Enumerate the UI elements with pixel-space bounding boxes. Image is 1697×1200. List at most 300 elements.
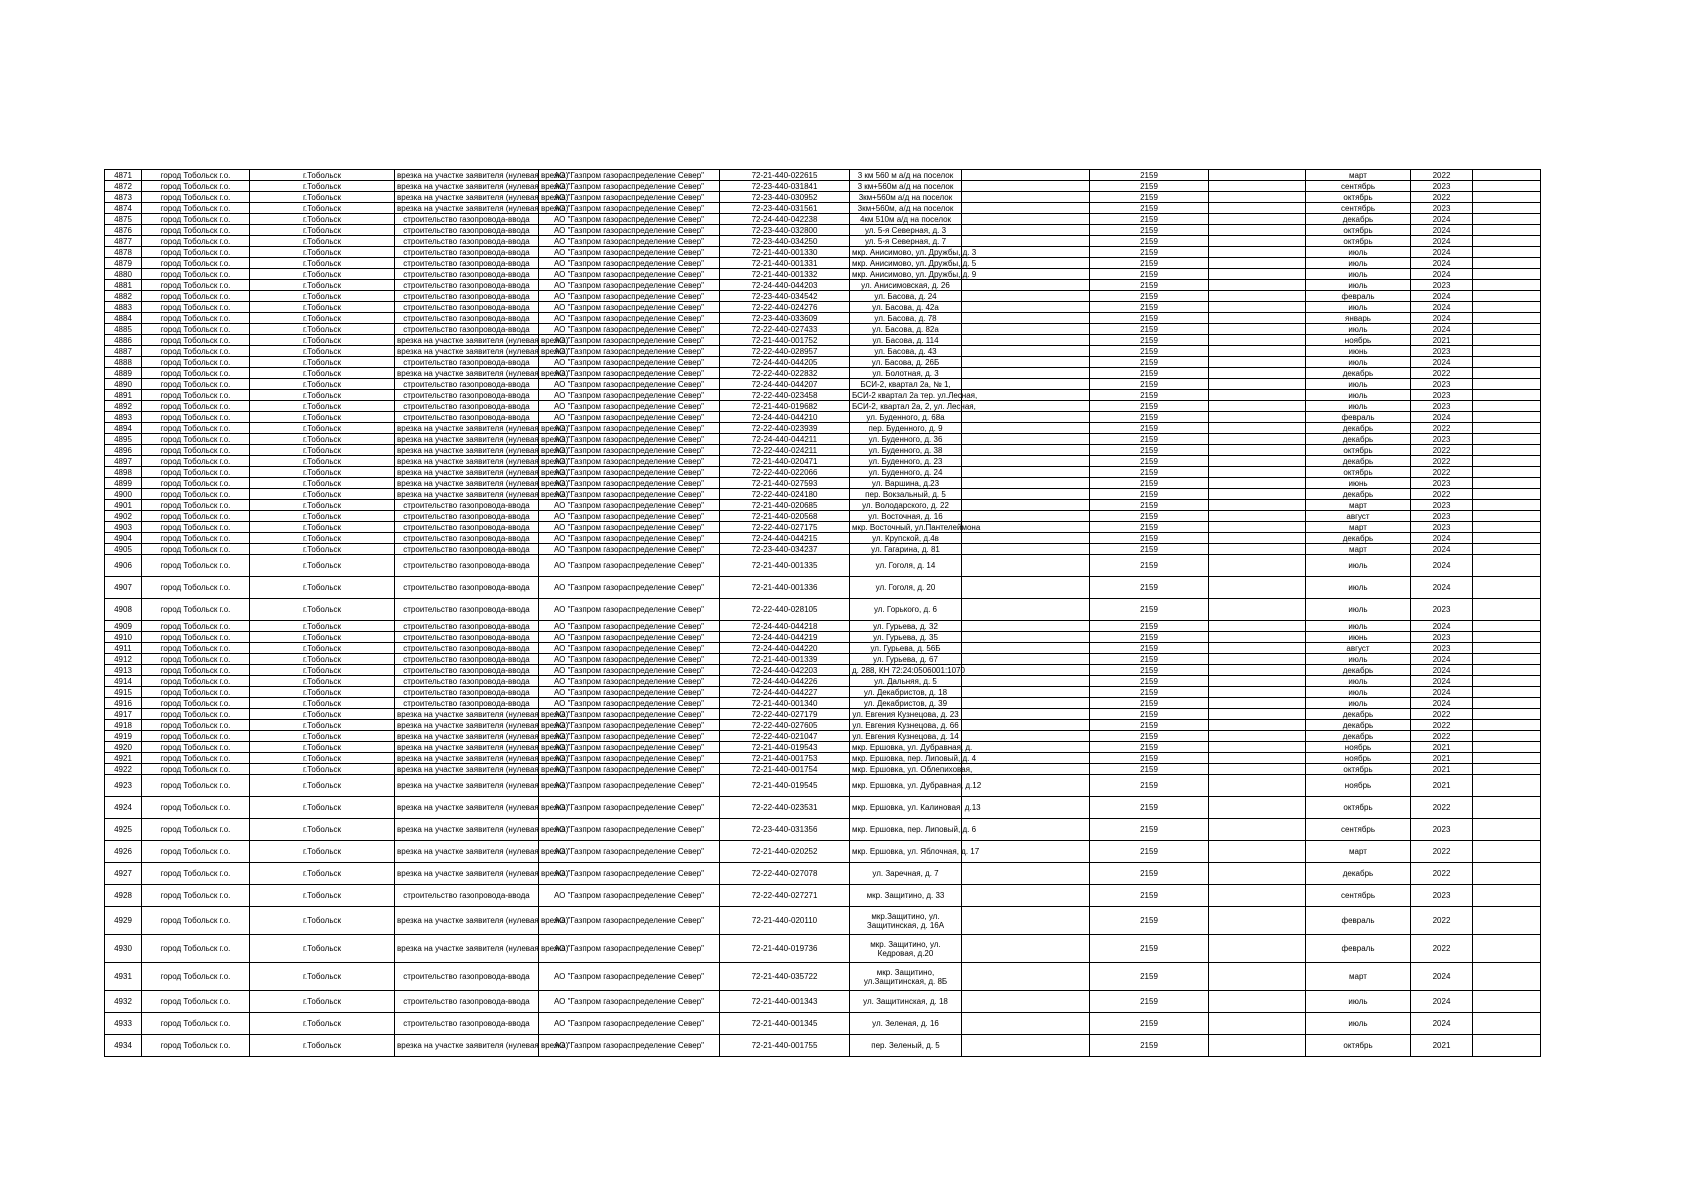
empty-cell bbox=[1209, 170, 1306, 181]
city-cell: г.Тобольск bbox=[250, 863, 395, 885]
empty-cell bbox=[1473, 643, 1541, 654]
row-number: 4900 bbox=[105, 489, 142, 500]
month-cell: июль bbox=[1306, 1013, 1411, 1035]
city-cell: г.Тобольск bbox=[250, 991, 395, 1013]
municipality-cell: город Тобольск г.о. bbox=[142, 357, 250, 368]
row-number: 4887 bbox=[105, 346, 142, 357]
table-row bbox=[105, 544, 1541, 555]
municipality-cell: город Тобольск г.о. bbox=[142, 599, 250, 621]
organization-cell: АО "Газпром газораспределение Север" bbox=[539, 698, 720, 709]
number-cell: 2159 bbox=[1090, 368, 1209, 379]
row-number: 4921 bbox=[105, 753, 142, 764]
application-code-cell: 72-21-440-001332 bbox=[720, 269, 850, 280]
empty-cell bbox=[962, 434, 1090, 445]
year-cell: 2022 bbox=[1411, 863, 1473, 885]
application-code-cell: 72-22-440-028957 bbox=[720, 346, 850, 357]
table-row bbox=[105, 247, 1541, 258]
number-cell: 2159 bbox=[1090, 170, 1209, 181]
application-code-cell: 72-21-440-019543 bbox=[720, 742, 850, 753]
application-code-cell: 72-21-440-020110 bbox=[720, 907, 850, 935]
municipality-cell: город Тобольск г.о. bbox=[142, 368, 250, 379]
month-cell: март bbox=[1306, 963, 1411, 991]
number-cell: 2159 bbox=[1090, 280, 1209, 291]
empty-cell bbox=[1209, 324, 1306, 335]
work-type-cell: строительство газопровода-ввода bbox=[395, 401, 539, 412]
application-code-cell: 72-22-440-027433 bbox=[720, 324, 850, 335]
organization-cell: АО "Газпром газораспределение Север" bbox=[539, 775, 720, 797]
work-type-cell: врезка на участке заявителя (нулевая врезка) bbox=[395, 368, 539, 379]
table-row bbox=[105, 665, 1541, 676]
address-cell: ул. Варшина, д.23 bbox=[850, 478, 962, 489]
application-code-cell: 72-23-440-031841 bbox=[720, 181, 850, 192]
organization-cell: АО "Газпром газораспределение Север" bbox=[539, 963, 720, 991]
table-body bbox=[105, 170, 1541, 1057]
row-number: 4885 bbox=[105, 324, 142, 335]
table-row bbox=[105, 764, 1541, 775]
month-cell: декабрь bbox=[1306, 489, 1411, 500]
organization-cell: АО "Газпром газораспределение Север" bbox=[539, 764, 720, 775]
organization-cell: АО "Газпром газораспределение Север" bbox=[539, 368, 720, 379]
empty-cell bbox=[1209, 247, 1306, 258]
year-cell: 2023 bbox=[1411, 181, 1473, 192]
application-code-cell: 72-22-440-024276 bbox=[720, 302, 850, 313]
table-row bbox=[105, 423, 1541, 434]
row-number: 4884 bbox=[105, 313, 142, 324]
organization-cell: АО "Газпром газораспределение Север" bbox=[539, 643, 720, 654]
address-cell: 3км+560м а/д на поселок bbox=[850, 192, 962, 203]
work-type-cell: врезка на участке заявителя (нулевая врезка) bbox=[395, 478, 539, 489]
row-number: 4918 bbox=[105, 720, 142, 731]
table-row bbox=[105, 991, 1541, 1013]
empty-cell bbox=[1473, 698, 1541, 709]
empty-cell bbox=[1473, 991, 1541, 1013]
municipality-cell: город Тобольск г.о. bbox=[142, 709, 250, 720]
empty-cell bbox=[1209, 991, 1306, 1013]
address-cell: ул. Володарского, д. 22 bbox=[850, 500, 962, 511]
application-code-cell: 72-24-440-042238 bbox=[720, 214, 850, 225]
city-cell: г.Тобольск bbox=[250, 324, 395, 335]
empty-cell bbox=[1209, 599, 1306, 621]
number-cell: 2159 bbox=[1090, 203, 1209, 214]
empty-cell bbox=[1209, 192, 1306, 203]
row-number: 4891 bbox=[105, 390, 142, 401]
table-row bbox=[105, 357, 1541, 368]
empty-cell bbox=[1209, 401, 1306, 412]
city-cell: г.Тобольск bbox=[250, 698, 395, 709]
empty-cell bbox=[1473, 368, 1541, 379]
application-code-cell: 72-21-440-001340 bbox=[720, 698, 850, 709]
municipality-cell: город Тобольск г.о. bbox=[142, 214, 250, 225]
organization-cell: АО "Газпром газораспределение Север" bbox=[539, 302, 720, 313]
city-cell: г.Тобольск bbox=[250, 478, 395, 489]
empty-cell bbox=[1209, 423, 1306, 434]
empty-cell bbox=[962, 324, 1090, 335]
organization-cell: АО "Газпром газораспределение Север" bbox=[539, 709, 720, 720]
row-number: 4886 bbox=[105, 335, 142, 346]
municipality-cell: город Тобольск г.о. bbox=[142, 863, 250, 885]
number-cell: 2159 bbox=[1090, 181, 1209, 192]
address-cell: 3 км 560 м а/д на поселок bbox=[850, 170, 962, 181]
empty-cell bbox=[962, 621, 1090, 632]
empty-cell bbox=[1209, 1035, 1306, 1057]
year-cell: 2021 bbox=[1411, 764, 1473, 775]
number-cell: 2159 bbox=[1090, 258, 1209, 269]
number-cell: 2159 bbox=[1090, 357, 1209, 368]
empty-cell bbox=[1209, 313, 1306, 324]
empty-cell bbox=[1209, 963, 1306, 991]
municipality-cell: город Тобольск г.о. bbox=[142, 456, 250, 467]
row-number: 4889 bbox=[105, 368, 142, 379]
row-number: 4930 bbox=[105, 935, 142, 963]
month-cell: июнь bbox=[1306, 346, 1411, 357]
table-row bbox=[105, 445, 1541, 456]
organization-cell: АО "Газпром газораспределение Север" bbox=[539, 935, 720, 963]
table-row bbox=[105, 500, 1541, 511]
organization-cell: АО "Газпром газораспределение Север" bbox=[539, 863, 720, 885]
address-cell: мкр. Ершовка, пер. Липовый, д. 4 bbox=[850, 753, 962, 764]
number-cell: 2159 bbox=[1090, 456, 1209, 467]
organization-cell: АО "Газпром газораспределение Север" bbox=[539, 203, 720, 214]
empty-cell bbox=[962, 665, 1090, 676]
municipality-cell: город Тобольск г.о. bbox=[142, 643, 250, 654]
application-code-cell: 72-21-440-020252 bbox=[720, 841, 850, 863]
city-cell: г.Тобольск bbox=[250, 335, 395, 346]
organization-cell: АО "Газпром газораспределение Север" bbox=[539, 467, 720, 478]
empty-cell bbox=[962, 500, 1090, 511]
work-type-cell: строительство газопровода-ввода bbox=[395, 698, 539, 709]
work-type-cell: строительство газопровода-ввода bbox=[395, 511, 539, 522]
organization-cell: АО "Газпром газораспределение Север" bbox=[539, 665, 720, 676]
empty-cell bbox=[1209, 225, 1306, 236]
year-cell: 2023 bbox=[1411, 280, 1473, 291]
row-number: 4916 bbox=[105, 698, 142, 709]
number-cell: 2159 bbox=[1090, 819, 1209, 841]
municipality-cell: город Тобольск г.о. bbox=[142, 379, 250, 390]
empty-cell bbox=[962, 357, 1090, 368]
city-cell: г.Тобольск bbox=[250, 214, 395, 225]
municipality-cell: город Тобольск г.о. bbox=[142, 764, 250, 775]
empty-cell bbox=[1473, 258, 1541, 269]
empty-cell bbox=[962, 302, 1090, 313]
organization-cell: АО "Газпром газораспределение Север" bbox=[539, 533, 720, 544]
organization-cell: АО "Газпром газораспределение Север" bbox=[539, 907, 720, 935]
year-cell: 2024 bbox=[1411, 269, 1473, 280]
application-code-cell: 72-21-440-020471 bbox=[720, 456, 850, 467]
empty-cell bbox=[962, 935, 1090, 963]
number-cell: 2159 bbox=[1090, 720, 1209, 731]
municipality-cell: город Тобольск г.о. bbox=[142, 1013, 250, 1035]
city-cell: г.Тобольск bbox=[250, 434, 395, 445]
table-row bbox=[105, 346, 1541, 357]
municipality-cell: город Тобольск г.о. bbox=[142, 621, 250, 632]
address-cell: ул. Декабристов, д. 39 bbox=[850, 698, 962, 709]
application-code-cell: 72-24-440-044215 bbox=[720, 533, 850, 544]
city-cell: г.Тобольск bbox=[250, 621, 395, 632]
table-row bbox=[105, 775, 1541, 797]
empty-cell bbox=[962, 170, 1090, 181]
work-type-cell: врезка на участке заявителя (нулевая врезка) bbox=[395, 907, 539, 935]
empty-cell bbox=[1209, 819, 1306, 841]
number-cell: 2159 bbox=[1090, 643, 1209, 654]
row-number: 4875 bbox=[105, 214, 142, 225]
city-cell: г.Тобольск bbox=[250, 753, 395, 764]
address-cell: ул. Буденного, д. 23 bbox=[850, 456, 962, 467]
work-type-cell: врезка на участке заявителя (нулевая врезка) bbox=[395, 709, 539, 720]
address-cell: ул. 5-я Северная, д. 7 bbox=[850, 236, 962, 247]
empty-cell bbox=[1209, 390, 1306, 401]
address-cell: БСИ-2, квартал 2а, 2, ул. Лесная, bbox=[850, 401, 962, 412]
city-cell: г.Тобольск bbox=[250, 742, 395, 753]
empty-cell bbox=[1473, 357, 1541, 368]
year-cell: 2024 bbox=[1411, 324, 1473, 335]
year-cell: 2024 bbox=[1411, 533, 1473, 544]
address-cell: мкр. Ершовка, ул. Дубравная, д. bbox=[850, 742, 962, 753]
row-number: 4924 bbox=[105, 797, 142, 819]
table-row bbox=[105, 621, 1541, 632]
table-row bbox=[105, 654, 1541, 665]
organization-cell: АО "Газпром газораспределение Север" bbox=[539, 841, 720, 863]
empty-cell bbox=[962, 291, 1090, 302]
month-cell: февраль bbox=[1306, 412, 1411, 423]
table-row bbox=[105, 533, 1541, 544]
municipality-cell: город Тобольск г.о. bbox=[142, 423, 250, 434]
organization-cell: АО "Газпром газораспределение Север" bbox=[539, 687, 720, 698]
work-type-cell: строительство газопровода-ввода bbox=[395, 269, 539, 280]
city-cell: г.Тобольск bbox=[250, 731, 395, 742]
table-row bbox=[105, 819, 1541, 841]
organization-cell: АО "Газпром газораспределение Север" bbox=[539, 1013, 720, 1035]
work-type-cell: строительство газопровода-ввода bbox=[395, 963, 539, 991]
number-cell: 2159 bbox=[1090, 621, 1209, 632]
city-cell: г.Тобольск bbox=[250, 500, 395, 511]
row-number: 4892 bbox=[105, 401, 142, 412]
month-cell: июль bbox=[1306, 390, 1411, 401]
row-number: 4932 bbox=[105, 991, 142, 1013]
table-row bbox=[105, 643, 1541, 654]
year-cell: 2024 bbox=[1411, 412, 1473, 423]
application-code-cell: 72-23-440-034250 bbox=[720, 236, 850, 247]
organization-cell: АО "Газпром газораспределение Север" bbox=[539, 225, 720, 236]
month-cell: октябрь bbox=[1306, 225, 1411, 236]
application-code-cell: 72-22-440-022832 bbox=[720, 368, 850, 379]
city-cell: г.Тобольск bbox=[250, 423, 395, 434]
empty-cell bbox=[1209, 181, 1306, 192]
city-cell: г.Тобольск bbox=[250, 203, 395, 214]
table-row bbox=[105, 412, 1541, 423]
application-code-cell: 72-24-440-044220 bbox=[720, 643, 850, 654]
city-cell: г.Тобольск bbox=[250, 963, 395, 991]
city-cell: г.Тобольск bbox=[250, 841, 395, 863]
empty-cell bbox=[1209, 335, 1306, 346]
city-cell: г.Тобольск bbox=[250, 676, 395, 687]
row-number: 4881 bbox=[105, 280, 142, 291]
month-cell: сентябрь bbox=[1306, 885, 1411, 907]
year-cell: 2022 bbox=[1411, 709, 1473, 720]
empty-cell bbox=[1473, 676, 1541, 687]
application-code-cell: 72-23-440-030952 bbox=[720, 192, 850, 203]
row-number: 4934 bbox=[105, 1035, 142, 1057]
empty-cell bbox=[962, 203, 1090, 214]
month-cell: октябрь bbox=[1306, 467, 1411, 478]
application-code-cell: 72-24-440-044218 bbox=[720, 621, 850, 632]
month-cell: июль bbox=[1306, 247, 1411, 258]
work-type-cell: строительство газопровода-ввода bbox=[395, 379, 539, 390]
row-number: 4876 bbox=[105, 225, 142, 236]
empty-cell bbox=[1209, 1013, 1306, 1035]
month-cell: июль bbox=[1306, 555, 1411, 577]
municipality-cell: город Тобольск г.о. bbox=[142, 445, 250, 456]
row-number: 4925 bbox=[105, 819, 142, 841]
organization-cell: АО "Газпром газораспределение Север" bbox=[539, 247, 720, 258]
organization-cell: АО "Газпром газораспределение Север" bbox=[539, 720, 720, 731]
application-code-cell: 72-21-440-001345 bbox=[720, 1013, 850, 1035]
application-code-cell: 72-21-440-001339 bbox=[720, 654, 850, 665]
city-cell: г.Тобольск bbox=[250, 819, 395, 841]
address-cell: ул. Дальняя, д. 5 bbox=[850, 676, 962, 687]
month-cell: декабрь bbox=[1306, 863, 1411, 885]
work-type-cell: строительство газопровода-ввода bbox=[395, 654, 539, 665]
empty-cell bbox=[1209, 500, 1306, 511]
city-cell: г.Тобольск bbox=[250, 445, 395, 456]
table-row bbox=[105, 203, 1541, 214]
empty-cell bbox=[1473, 709, 1541, 720]
table-row bbox=[105, 577, 1541, 599]
year-cell: 2024 bbox=[1411, 687, 1473, 698]
year-cell: 2024 bbox=[1411, 963, 1473, 991]
address-cell: ул. 5-я Северная, д. 3 bbox=[850, 225, 962, 236]
empty-cell bbox=[1209, 841, 1306, 863]
work-type-cell: строительство газопровода-ввода bbox=[395, 302, 539, 313]
empty-cell bbox=[1473, 280, 1541, 291]
empty-cell bbox=[1209, 346, 1306, 357]
address-cell: мкр.Защитино, ул. Защитинская, д. 16А bbox=[850, 907, 962, 935]
row-number: 4931 bbox=[105, 963, 142, 991]
city-cell: г.Тобольск bbox=[250, 775, 395, 797]
month-cell: сентябрь bbox=[1306, 203, 1411, 214]
municipality-cell: город Тобольск г.о. bbox=[142, 346, 250, 357]
empty-cell bbox=[1209, 412, 1306, 423]
organization-cell: АО "Газпром газораспределение Север" bbox=[539, 379, 720, 390]
year-cell: 2023 bbox=[1411, 390, 1473, 401]
municipality-cell: город Тобольск г.о. bbox=[142, 511, 250, 522]
address-cell: ул. Евгения Кузнецова, д. 66 bbox=[850, 720, 962, 731]
row-number: 4878 bbox=[105, 247, 142, 258]
city-cell: г.Тобольск bbox=[250, 522, 395, 533]
municipality-cell: город Тобольск г.о. bbox=[142, 742, 250, 753]
row-number: 4877 bbox=[105, 236, 142, 247]
empty-cell bbox=[1473, 335, 1541, 346]
application-code-cell: 72-21-440-001755 bbox=[720, 1035, 850, 1057]
year-cell: 2024 bbox=[1411, 676, 1473, 687]
month-cell: сентябрь bbox=[1306, 181, 1411, 192]
year-cell: 2022 bbox=[1411, 368, 1473, 379]
year-cell: 2024 bbox=[1411, 621, 1473, 632]
organization-cell: АО "Газпром газораспределение Север" bbox=[539, 280, 720, 291]
number-cell: 2159 bbox=[1090, 885, 1209, 907]
month-cell: декабрь bbox=[1306, 533, 1411, 544]
row-number: 4920 bbox=[105, 742, 142, 753]
organization-cell: АО "Газпром газораспределение Север" bbox=[539, 192, 720, 203]
empty-cell bbox=[1473, 236, 1541, 247]
empty-cell bbox=[962, 522, 1090, 533]
table-row bbox=[105, 731, 1541, 742]
work-type-cell: строительство газопровода-ввода bbox=[395, 247, 539, 258]
row-number: 4917 bbox=[105, 709, 142, 720]
municipality-cell: город Тобольск г.о. bbox=[142, 797, 250, 819]
month-cell: октябрь bbox=[1306, 236, 1411, 247]
address-cell: ул. Буденного, д. 68а bbox=[850, 412, 962, 423]
city-cell: г.Тобольск bbox=[250, 885, 395, 907]
month-cell: декабрь bbox=[1306, 456, 1411, 467]
month-cell: июль bbox=[1306, 991, 1411, 1013]
empty-cell bbox=[962, 676, 1090, 687]
application-code-cell: 72-23-440-034237 bbox=[720, 544, 850, 555]
work-type-cell: врезка на участке заявителя (нулевая врезка) bbox=[395, 346, 539, 357]
number-cell: 2159 bbox=[1090, 390, 1209, 401]
table-row bbox=[105, 555, 1541, 577]
year-cell: 2023 bbox=[1411, 500, 1473, 511]
row-number: 4912 bbox=[105, 654, 142, 665]
number-cell: 2159 bbox=[1090, 935, 1209, 963]
organization-cell: АО "Газпром газораспределение Север" bbox=[539, 1035, 720, 1057]
month-cell: март bbox=[1306, 522, 1411, 533]
row-number: 4911 bbox=[105, 643, 142, 654]
organization-cell: АО "Газпром газораспределение Север" bbox=[539, 170, 720, 181]
empty-cell bbox=[962, 368, 1090, 379]
table-row bbox=[105, 742, 1541, 753]
empty-cell bbox=[1473, 478, 1541, 489]
municipality-cell: город Тобольск г.о. bbox=[142, 313, 250, 324]
number-cell: 2159 bbox=[1090, 489, 1209, 500]
empty-cell bbox=[962, 269, 1090, 280]
empty-cell bbox=[962, 456, 1090, 467]
municipality-cell: город Тобольск г.о. bbox=[142, 302, 250, 313]
empty-cell bbox=[1473, 225, 1541, 236]
work-type-cell: врезка на участке заявителя (нулевая врезка) bbox=[395, 335, 539, 346]
work-type-cell: строительство газопровода-ввода bbox=[395, 544, 539, 555]
table-row bbox=[105, 368, 1541, 379]
city-cell: г.Тобольск bbox=[250, 280, 395, 291]
application-code-cell: 72-21-440-001331 bbox=[720, 258, 850, 269]
month-cell: январь bbox=[1306, 313, 1411, 324]
month-cell: июль bbox=[1306, 302, 1411, 313]
municipality-cell: город Тобольск г.о. bbox=[142, 489, 250, 500]
month-cell: декабрь bbox=[1306, 709, 1411, 720]
municipality-cell: город Тобольск г.о. bbox=[142, 401, 250, 412]
empty-cell bbox=[1473, 291, 1541, 302]
empty-cell bbox=[962, 841, 1090, 863]
number-cell: 2159 bbox=[1090, 775, 1209, 797]
row-number: 4896 bbox=[105, 445, 142, 456]
application-code-cell: 72-22-440-027175 bbox=[720, 522, 850, 533]
number-cell: 2159 bbox=[1090, 379, 1209, 390]
address-cell: ул. Заречная, д. 7 bbox=[850, 863, 962, 885]
municipality-cell: город Тобольск г.о. bbox=[142, 753, 250, 764]
empty-cell bbox=[962, 577, 1090, 599]
city-cell: г.Тобольск bbox=[250, 599, 395, 621]
organization-cell: АО "Газпром газораспределение Север" bbox=[539, 522, 720, 533]
organization-cell: АО "Газпром газораспределение Север" bbox=[539, 357, 720, 368]
empty-cell bbox=[962, 379, 1090, 390]
month-cell: июнь bbox=[1306, 632, 1411, 643]
empty-cell bbox=[1209, 280, 1306, 291]
empty-cell bbox=[1209, 687, 1306, 698]
empty-cell bbox=[1209, 291, 1306, 302]
empty-cell bbox=[1473, 577, 1541, 599]
municipality-cell: город Тобольск г.о. bbox=[142, 434, 250, 445]
organization-cell: АО "Газпром газораспределение Север" bbox=[539, 324, 720, 335]
month-cell: июль bbox=[1306, 676, 1411, 687]
